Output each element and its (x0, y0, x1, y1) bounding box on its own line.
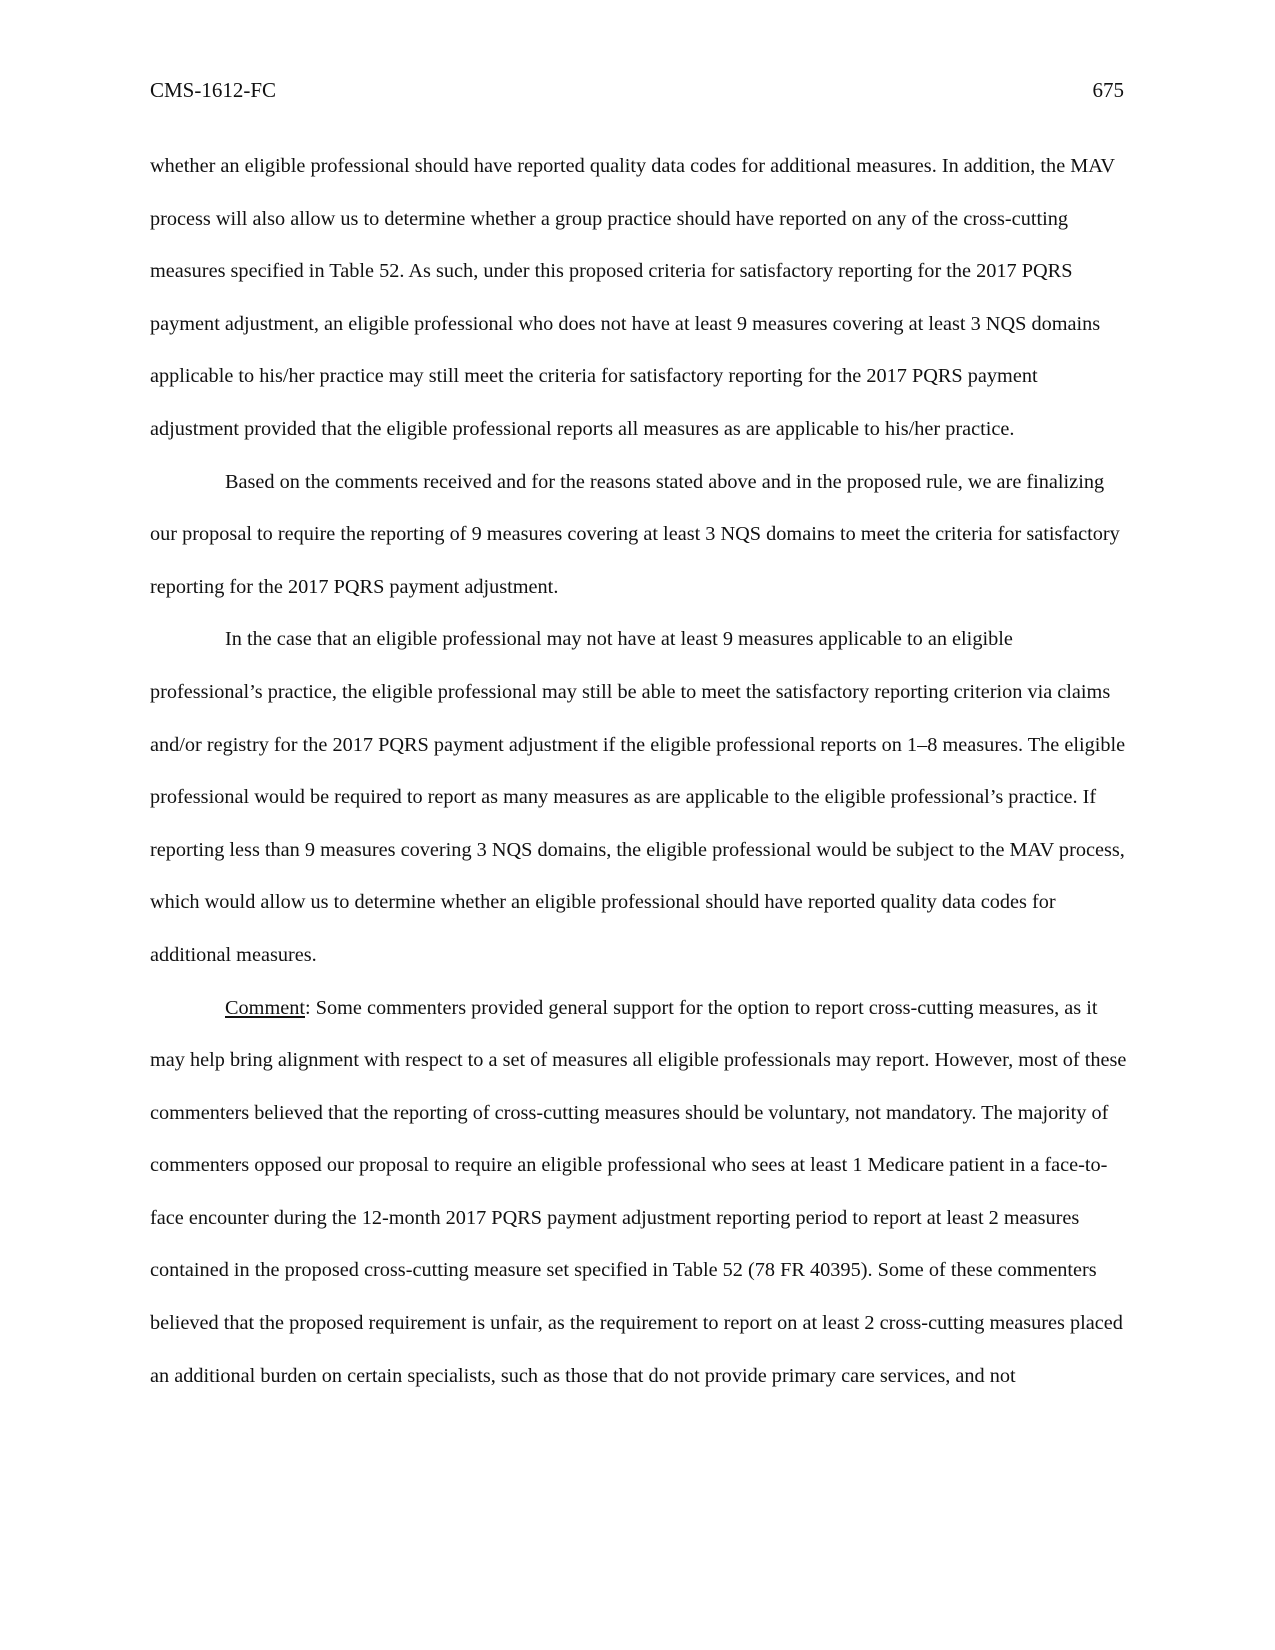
document-id: CMS-1612-FC (150, 78, 277, 102)
body-text (150, 140, 1128, 1402)
page-number: 675 (1092, 78, 1124, 102)
comment-label: Comment (225, 996, 305, 1019)
paragraph-comment (150, 982, 1128, 1403)
comment-text: : Some commenters provided general support for the option to report cross-cutting measures, as it may help bring alignment with respect to a set of measures all eligible professionals may report. However, most of these commenters believed that the reporting of cross-cutting measures should be voluntary, not mandatory. The majority of commenters opposed our proposal to require an eligible professional who sees at least 1 Medicare patient in a face-to-face encounter during the 12-month 2017 PQRS payment adjustment reporting period to report at least 2 measures contained in the proposed cross-cutting measure set specified in Table 52 (78 FR 40395). Some of these commenters believed that the proposed requirement is unfair, as the requirement to report on at least 2 cross-cutting measures placed an additional burden on certain specialists, such as those that do not provide primary care services, and not (150, 996, 1127, 1387)
paragraph-case: In the case that an eligible professional may not have at least 9 measures applicable to an eligible professional’s practice, the eligible professional may still be able to meet the satisfactory reporting criterion via claims and/or registry for the 2017 PQRS payment adjustment if the eligible professional reports on 1–8 measures. The eligible professional would be required to report as many measures as are applicable to the eligible professional’s practice. If reporting less than 9 measures covering 3 NQS domains, the eligible professional would be subject to the MAV process, which would allow us to determine whether an eligible professional should have reported quality data codes for additional measures. (150, 628, 1126, 966)
page-header (150, 74, 1124, 106)
paragraph-finalizing: Based on the comments received and for the reasons stated above and in the proposed rule, we are finalizing our proposal to require the reporting of 9 measures covering at least 3 NQS domains to meet the criteria for satisfactory reporting for the 2017 PQRS payment adjustment. (150, 470, 1120, 598)
paragraph-continuation: whether an eligible professional should have reported quality data codes for additional measures. In addition, the MAV process will also allow us to determine whether a group practice should have reported on any of the cross-cutting measures specified in Table 52. As such, under this proposed criteria for satisfactory reporting for the 2017 PQRS payment adjustment, an eligible professional who does not have at least 9 measures covering at least 3 NQS domains applicable to his/her practice may still meet the criteria for satisfactory reporting for the 2017 PQRS payment adjustment provided that the eligible professional reports all measures as are applicable to his/her practice. (150, 155, 1115, 440)
